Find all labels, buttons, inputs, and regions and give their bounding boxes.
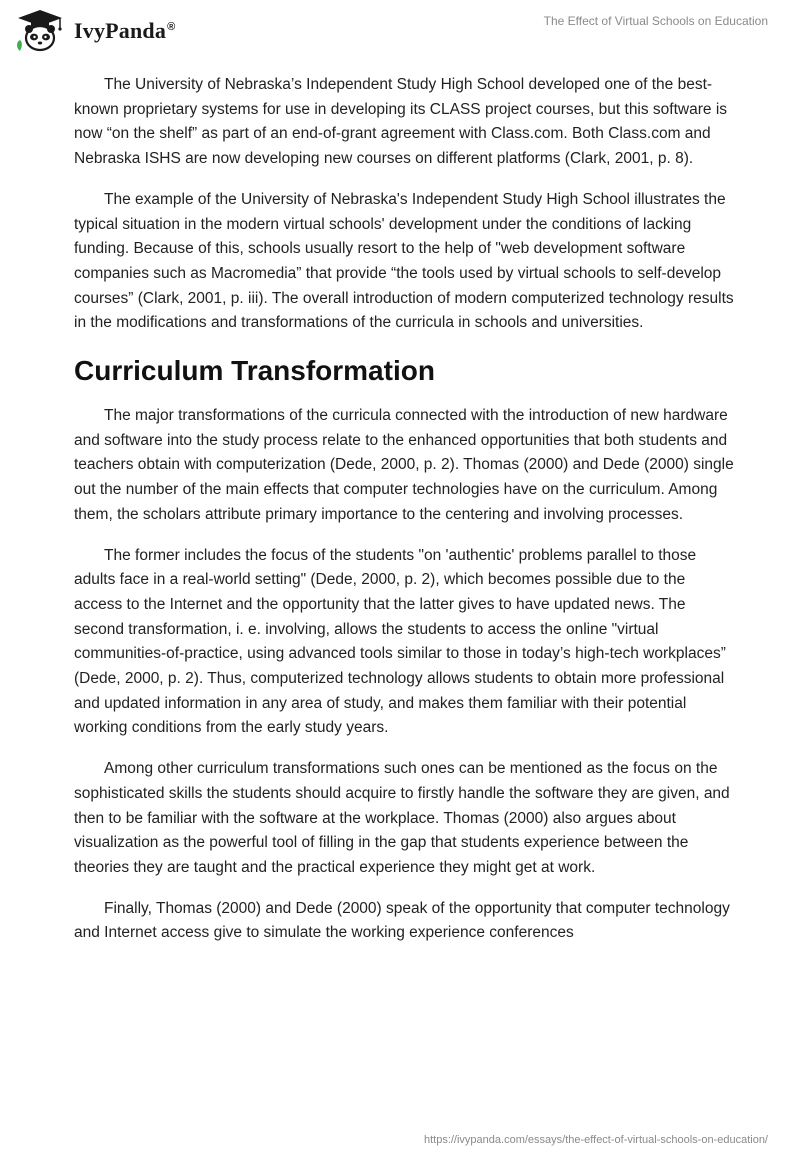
document-title: The Effect of Virtual Schools on Education <box>543 14 768 28</box>
essay-body <box>74 73 734 962</box>
paragraph-6: Finally, Thomas (2000) and Dede (2000) speak of the opportunity that computer technology and Internet access give to simulate the working experience conferences <box>74 899 730 942</box>
logo-text: IvyPanda® <box>74 18 176 43</box>
ivypanda-logo[interactable] <box>14 8 175 52</box>
paragraph-3: The major transformations of the curricula connected with the introduction of new hardware and software into the study process relate to the enhanced opportunities that both students and teachers obtain with computerization (Dede, 2000, p. 2). Thomas (2000) and Dede (2000) single out the number of the main effects that computer technologies have on the curriculum. Among them, the scholars attribute primary importance to the centering and involving processes. <box>74 407 734 523</box>
registered-mark: ® <box>167 20 176 33</box>
page-header <box>0 0 800 56</box>
paragraph-2: The example of the University of Nebraska's Independent Study High School illustrates the typical situation in the modern virtual schools' development under the conditions of lacking funding. Because of this, schools usually resort to the help of "web development software companies such as Macromedia” that provide “the tools used by virtual schools to self-develop courses” (Clark, 2001, p. iii). The overall introduction of modern computerized technology results in the modifications and transformations of the curricula in schools and universities. <box>74 190 734 332</box>
panda-graduate-icon <box>14 8 66 52</box>
paragraph-4: The former includes the focus of the students "on 'authentic' problems parallel to those adults face in a real-world setting" (Dede, 2000, p. 2), which becomes possible due to the access to the Internet and the opportunity that the latter gives to have updated news. The second transformation, i. e. involving, allows the students to access the online "virtual communities-of-practice, using advanced tools similar to those in today’s high-tech workplaces” (Dede, 2000, p. 2). Thus, computerized technology allows students to obtain more professional and updated information in any area of study, and makes them familiar with their potential working conditions from the early study years. <box>74 546 726 737</box>
paragraph-5: Among other curriculum transformations such ones can be mentioned as the focus on the sophisticated skills the students should acquire to firstly handle the software they are given, and then to be familiar with the software at the workplace. Thomas (2000) also argues about visualization as the powerful tool of filling in the gap that students experience between the theories they are taught and the practical experience they might get at work. <box>74 760 730 876</box>
paragraph-1: The University of Nebraska’s Independent Study High School developed one of the best-known proprietary systems for use in developing its CLASS project courses, but this software is now “on the shelf” as part of an end-of-grant agreement with Class.com. Both Class.com and Nebraska ISHS are now developing new courses on different platforms (Clark, 2001, p. 8). <box>74 76 728 168</box>
section-heading: Curriculum Transformation <box>74 355 435 387</box>
source-url[interactable]: https://ivypanda.com/essays/the-effect-of-virtual-schools-on-education/ <box>423 1134 768 1146</box>
